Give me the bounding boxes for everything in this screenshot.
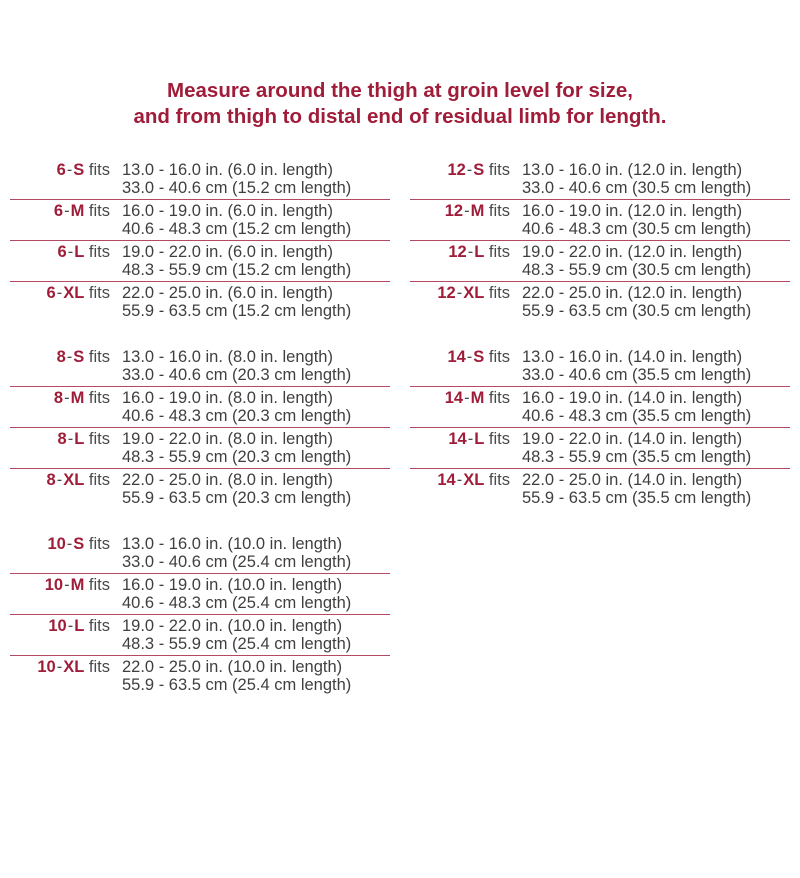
size-row-values: [522, 284, 790, 320]
size-letter: S: [73, 161, 85, 179]
imperial-range: 16.0 - 19.0 in. (6.0 in. length): [122, 202, 333, 220]
size-hyphen: -: [464, 202, 470, 220]
fits-label: fits: [88, 658, 110, 676]
size-row: [10, 469, 390, 509]
size-row-values: [122, 658, 390, 694]
size-row-label: [10, 535, 122, 571]
size-letter: L: [474, 243, 485, 261]
size-row-values: [522, 161, 790, 197]
size-row: [10, 282, 390, 322]
size-hyphen: -: [66, 161, 73, 179]
size-label: [445, 202, 485, 220]
fits-label: fits: [488, 161, 510, 179]
size-letter: XL: [463, 471, 485, 489]
size-hyphen: -: [464, 389, 470, 407]
size-row-label: [410, 389, 522, 425]
size-label: [45, 576, 85, 594]
imperial-range: 22.0 - 25.0 in. (10.0 in. length): [122, 658, 343, 676]
size-hyphen: -: [466, 348, 473, 366]
size-number: 8: [57, 430, 67, 448]
size-row-values: [122, 243, 390, 279]
fits-label: fits: [488, 348, 510, 366]
size-row-values: [122, 576, 390, 612]
size-hyphen: -: [66, 535, 73, 553]
imperial-range: 22.0 - 25.0 in. (12.0 in. length): [522, 284, 743, 302]
size-group: [10, 346, 390, 509]
size-number: 8: [56, 348, 66, 366]
size-row: [410, 346, 790, 387]
metric-range: 40.6 - 48.3 cm (30.5 cm length): [522, 220, 752, 238]
size-row: [10, 533, 390, 574]
size-label: [37, 658, 84, 676]
size-label: [58, 430, 85, 448]
size-hyphen: -: [56, 284, 63, 302]
size-number: 8: [53, 389, 64, 407]
size-hyphen: -: [64, 576, 70, 594]
imperial-range: 16.0 - 19.0 in. (14.0 in. length): [522, 389, 743, 407]
size-number: 12: [448, 243, 467, 261]
size-row: [410, 241, 790, 282]
size-row: [410, 428, 790, 469]
size-letter: L: [74, 430, 85, 448]
size-label: [448, 430, 484, 448]
size-number: 10: [37, 658, 56, 676]
fits-label: fits: [488, 471, 510, 489]
size-label: [47, 535, 84, 553]
size-row-values: [522, 430, 790, 466]
size-row-label: [10, 348, 122, 384]
imperial-range: 16.0 - 19.0 in. (8.0 in. length): [122, 389, 333, 407]
size-letter: L: [474, 430, 485, 448]
size-row-label: [10, 389, 122, 425]
size-group: [10, 159, 390, 322]
size-letter: S: [73, 535, 85, 553]
metric-range: 33.0 - 40.6 cm (30.5 cm length): [522, 179, 752, 197]
size-hyphen: -: [67, 617, 74, 635]
size-row-values: [122, 161, 390, 197]
fits-label: fits: [88, 284, 110, 302]
size-number: 14: [447, 348, 466, 366]
imperial-range: 19.0 - 22.0 in. (6.0 in. length): [122, 243, 333, 261]
imperial-range: 22.0 - 25.0 in. (8.0 in. length): [122, 471, 333, 489]
fits-label: fits: [88, 471, 110, 489]
metric-range: 48.3 - 55.9 cm (35.5 cm length): [522, 448, 752, 466]
size-row: [10, 428, 390, 469]
size-row: [410, 159, 790, 200]
size-row-label: [410, 284, 522, 320]
size-row-values: [522, 389, 790, 425]
size-row: [410, 282, 790, 322]
size-number: 6: [56, 161, 66, 179]
size-hyphen: -: [467, 430, 474, 448]
metric-range: 55.9 - 63.5 cm (15.2 cm length): [122, 302, 352, 320]
fits-label: fits: [88, 576, 110, 594]
imperial-range: 16.0 - 19.0 in. (10.0 in. length): [122, 576, 343, 594]
metric-range: 55.9 - 63.5 cm (35.5 cm length): [522, 489, 752, 507]
size-row-label: [10, 202, 122, 238]
size-label: [437, 284, 484, 302]
imperial-range: 13.0 - 16.0 in. (6.0 in. length): [122, 161, 333, 179]
page-title: [0, 78, 800, 130]
size-hyphen: -: [56, 471, 63, 489]
size-row-label: [410, 202, 522, 238]
size-letter: M: [70, 389, 85, 407]
size-hyphen: -: [456, 284, 463, 302]
metric-range: 55.9 - 63.5 cm (20.3 cm length): [122, 489, 352, 507]
imperial-range: 13.0 - 16.0 in. (10.0 in. length): [122, 535, 343, 553]
size-row-values: [122, 284, 390, 320]
size-hyphen: -: [467, 243, 474, 261]
size-number: 14: [448, 430, 467, 448]
size-row: [10, 574, 390, 615]
size-label: [445, 389, 485, 407]
size-group: [410, 346, 790, 509]
imperial-range: 22.0 - 25.0 in. (14.0 in. length): [522, 471, 743, 489]
size-letter: S: [473, 348, 485, 366]
size-row-label: [10, 576, 122, 612]
size-row-values: [122, 348, 390, 384]
size-label: [54, 202, 84, 220]
imperial-range: 13.0 - 16.0 in. (14.0 in. length): [522, 348, 743, 366]
size-hyphen: -: [466, 161, 473, 179]
metric-range: 40.6 - 48.3 cm (35.5 cm length): [522, 407, 752, 425]
size-row-values: [122, 202, 390, 238]
size-row-values: [122, 430, 390, 466]
size-label: [47, 471, 85, 489]
size-row-label: [410, 348, 522, 384]
size-hyphen: -: [67, 430, 74, 448]
size-group: [410, 159, 790, 322]
size-row-label: [10, 284, 122, 320]
size-label: [447, 348, 484, 366]
fits-label: fits: [88, 617, 110, 635]
size-row-label: [10, 161, 122, 197]
size-row: [10, 200, 390, 241]
imperial-range: 16.0 - 19.0 in. (12.0 in. length): [522, 202, 743, 220]
metric-range: 40.6 - 48.3 cm (15.2 cm length): [122, 220, 352, 238]
size-number: 6: [46, 284, 56, 302]
size-letter: XL: [463, 284, 485, 302]
size-letter: XL: [63, 284, 85, 302]
size-letter: XL: [63, 658, 85, 676]
imperial-range: 19.0 - 22.0 in. (12.0 in. length): [522, 243, 743, 261]
size-row: [410, 200, 790, 241]
size-row-values: [122, 535, 390, 571]
heading-line-2: and from thigh to distal end of residual limb for length.: [133, 105, 667, 128]
imperial-range: 19.0 - 22.0 in. (8.0 in. length): [122, 430, 333, 448]
imperial-range: 22.0 - 25.0 in. (6.0 in. length): [122, 284, 333, 302]
metric-range: 48.3 - 55.9 cm (30.5 cm length): [522, 261, 752, 279]
size-row-label: [10, 243, 122, 279]
metric-range: 40.6 - 48.3 cm (25.4 cm length): [122, 594, 352, 612]
size-row: [10, 615, 390, 656]
size-column-right: [410, 159, 790, 509]
size-row-values: [122, 389, 390, 425]
size-row-label: [410, 471, 522, 507]
size-row: [10, 159, 390, 200]
size-hyphen: -: [456, 471, 463, 489]
metric-range: 33.0 - 40.6 cm (35.5 cm length): [522, 366, 752, 384]
size-label: [57, 348, 85, 366]
size-row-label: [410, 430, 522, 466]
size-number: 10: [48, 617, 67, 635]
size-row: [10, 387, 390, 428]
size-label: [47, 284, 85, 302]
size-letter: M: [70, 202, 85, 220]
size-row-label: [410, 243, 522, 279]
size-number: 8: [46, 471, 56, 489]
size-row: [10, 241, 390, 282]
size-hyphen: -: [66, 348, 73, 366]
size-letter: S: [73, 348, 85, 366]
metric-range: 55.9 - 63.5 cm (25.4 cm length): [122, 676, 352, 694]
imperial-range: 19.0 - 22.0 in. (10.0 in. length): [122, 617, 343, 635]
size-label: [54, 389, 84, 407]
size-row-values: [522, 202, 790, 238]
metric-range: 48.3 - 55.9 cm (15.2 cm length): [122, 261, 352, 279]
fits-label: fits: [488, 202, 510, 220]
fits-label: fits: [88, 161, 110, 179]
size-label: [57, 161, 85, 179]
size-chart-page: [0, 78, 800, 696]
fits-label: fits: [88, 535, 110, 553]
fits-label: fits: [88, 389, 110, 407]
size-number: 14: [437, 471, 456, 489]
size-row-label: [410, 161, 522, 197]
size-row-label: [10, 658, 122, 694]
fits-label: fits: [88, 243, 110, 261]
size-label: [58, 243, 85, 261]
size-label: [48, 617, 84, 635]
heading-line-1: Measure around the thigh at groin level for size,: [167, 79, 633, 102]
size-row-label: [10, 430, 122, 466]
metric-range: 48.3 - 55.9 cm (20.3 cm length): [122, 448, 352, 466]
fits-label: fits: [488, 430, 510, 448]
fits-label: fits: [88, 430, 110, 448]
size-label: [448, 243, 484, 261]
size-columns: [0, 159, 800, 696]
fits-label: fits: [88, 202, 110, 220]
size-number: 10: [44, 576, 64, 594]
size-label: [447, 161, 484, 179]
size-letter: S: [473, 161, 485, 179]
imperial-range: 19.0 - 22.0 in. (14.0 in. length): [522, 430, 743, 448]
size-number: 14: [444, 389, 464, 407]
size-letter: M: [470, 202, 485, 220]
metric-range: 33.0 - 40.6 cm (20.3 cm length): [122, 366, 352, 384]
imperial-range: 13.0 - 16.0 in. (8.0 in. length): [122, 348, 333, 366]
size-number: 6: [57, 243, 67, 261]
size-number: 12: [444, 202, 464, 220]
size-row-values: [522, 243, 790, 279]
size-number: 10: [47, 535, 66, 553]
size-group: [10, 533, 390, 696]
size-hyphen: -: [64, 202, 70, 220]
size-row: [410, 387, 790, 428]
size-row: [10, 346, 390, 387]
size-letter: XL: [63, 471, 85, 489]
size-letter: L: [74, 243, 85, 261]
size-label: [437, 471, 484, 489]
size-row-label: [10, 617, 122, 653]
metric-range: 33.0 - 40.6 cm (15.2 cm length): [122, 179, 352, 197]
size-letter: M: [70, 576, 85, 594]
size-hyphen: -: [64, 389, 70, 407]
metric-range: 40.6 - 48.3 cm (20.3 cm length): [122, 407, 352, 425]
size-row: [10, 656, 390, 696]
size-row-label: [10, 471, 122, 507]
size-number: 12: [447, 161, 466, 179]
size-row-values: [522, 471, 790, 507]
size-column-left: [10, 159, 390, 696]
size-number: 12: [437, 284, 456, 302]
size-row-values: [122, 617, 390, 653]
size-row-values: [122, 471, 390, 507]
size-letter: M: [470, 389, 485, 407]
size-row-values: [522, 348, 790, 384]
metric-range: 55.9 - 63.5 cm (30.5 cm length): [522, 302, 752, 320]
size-row: [410, 469, 790, 509]
fits-label: fits: [88, 348, 110, 366]
imperial-range: 13.0 - 16.0 in. (12.0 in. length): [522, 161, 743, 179]
metric-range: 48.3 - 55.9 cm (25.4 cm length): [122, 635, 352, 653]
fits-label: fits: [488, 284, 510, 302]
fits-label: fits: [488, 389, 510, 407]
metric-range: 33.0 - 40.6 cm (25.4 cm length): [122, 553, 352, 571]
size-number: 6: [53, 202, 64, 220]
fits-label: fits: [488, 243, 510, 261]
size-hyphen: -: [67, 243, 74, 261]
size-letter: L: [74, 617, 85, 635]
size-hyphen: -: [56, 658, 63, 676]
